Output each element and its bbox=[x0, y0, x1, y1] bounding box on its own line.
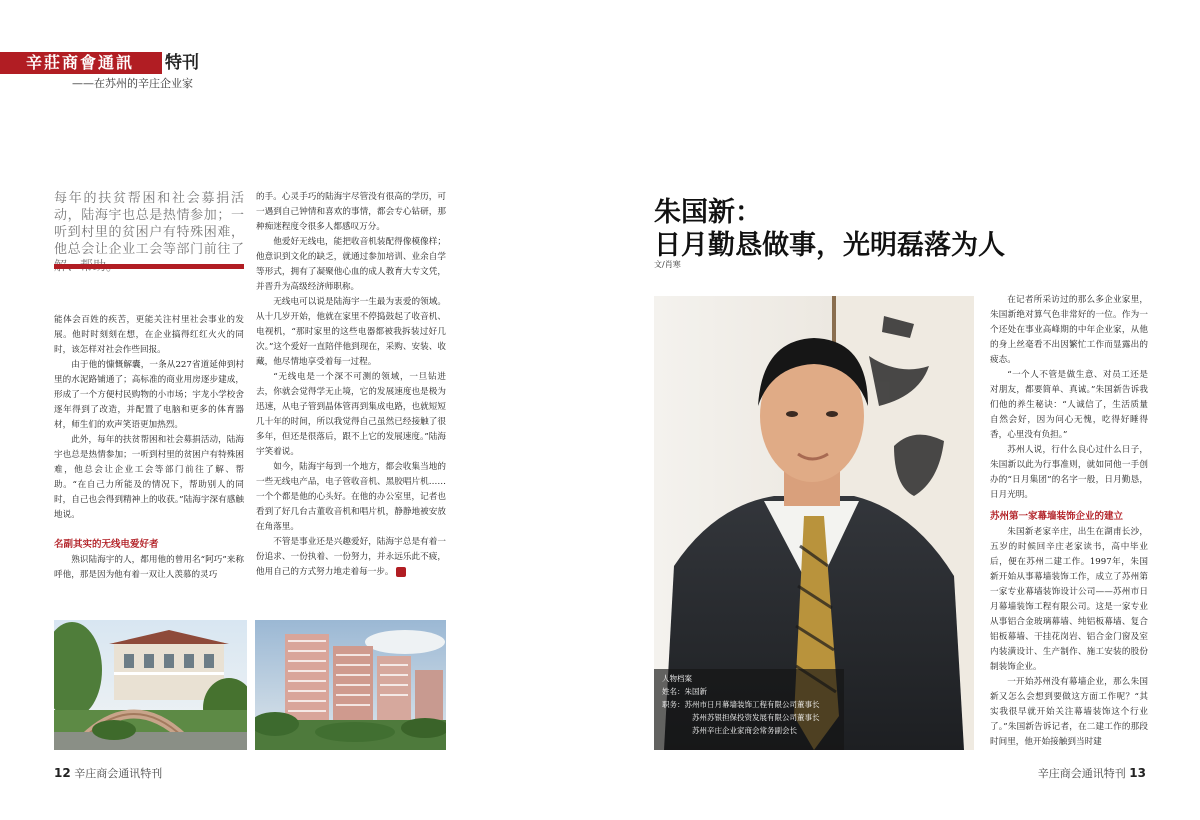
paragraph: 如今，陆海宇每到一个地方，都会收集当地的一些无线电产品，电子管收音机、黑胶唱片机……一个个都是他的心头好。在他的办公室里，记者也看到了好几台古董收音机和唱片机，静静地被安放在角落里。 bbox=[256, 462, 446, 532]
end-mark-icon bbox=[396, 567, 406, 577]
folio-title: 辛庄商会通讯特刊 bbox=[1037, 767, 1126, 780]
paragraph: 的手。心灵手巧的陆海宇尽管没有很高的学历，可一遇到自己钟情和喜欢的事情，都会专心钻研，那种痴迷程度令很多人都感叹万分。 bbox=[256, 192, 446, 232]
paragraph: 苏州人说，行什么良心过什么日子，朱国新以此为行事准则，就如同他一手创办的“日月集团”的名字一般，日月勤恳，日月光明。 bbox=[990, 445, 1148, 500]
article-column-1 bbox=[54, 313, 244, 583]
article-column-3 bbox=[990, 293, 1148, 750]
paragraph-final bbox=[256, 535, 446, 580]
pull-quote: 每年的扶贫帮困和社会募捐活动，陆海宇也总是热情参加；一听到村里的贫困户有特殊困难，他总会让企业工会等部门前往了 bbox=[54, 191, 244, 257]
paragraph: 此外，每年的扶贫帮困和社会募捐活动，陆海宇也总是热情参加；一听到村里的贫困户有特殊困难，他总会让企业工会等部门前往了解、帮助。“在自己力所能及的情况下，帮助别人的同时，自己也会得到精神上的收获。”陆海宇深有感触地说。 bbox=[54, 435, 244, 520]
profile-role-row bbox=[662, 698, 836, 711]
profile-name: 朱国新 bbox=[684, 687, 707, 696]
article-column-2 bbox=[256, 190, 446, 580]
residential-towers-photo bbox=[255, 620, 446, 750]
paragraph: 一开始苏州没有幕墙企业，那么朱国新又怎么会想到要做这方面工作呢？“其实我很早就开始关注幕墙装饰这个行业了。”朱国新告诉记者，在二建工作的那段时间里，他开始接触到当时建 bbox=[990, 677, 1148, 747]
article-headline bbox=[654, 196, 1005, 262]
folio-title: 辛庄商会通讯特刊 bbox=[74, 767, 163, 780]
paragraph: 由于他的慷慨解囊，一条从227省道延伸到村里的水泥路铺通了；高标准的商业用房逐步建成，形成了一个方便村民购物的小市场；宇龙小学校舍逐年得到了改造，并配置了电脑和更多的体育器材，师生们的欢声笑语更加热烈。 bbox=[54, 360, 244, 430]
headline-line-1: 朱国新： bbox=[654, 197, 762, 228]
masthead bbox=[0, 52, 200, 74]
villa-garden-photo bbox=[54, 620, 247, 750]
profile-heading: 人物档案 bbox=[662, 674, 692, 683]
pull-quote-rule bbox=[54, 264, 244, 269]
page-number: 12 bbox=[54, 766, 71, 780]
profile-role: 苏州市日月幕墙装饰工程有限公司董事长 bbox=[684, 700, 820, 709]
paragraph: 他爱好无线电，能把收音机装配得像模像样；他意识到文化的缺乏，就通过参加培训、业余自学等形式，拥有了凝聚他心血的成人教育大专文凭，并晋升为高级经济师职称。 bbox=[256, 237, 446, 292]
profile-card bbox=[654, 669, 844, 750]
paragraph: “一个人不管是做生意、对员工还是对朋友，都要简单、真诚。”朱国新告诉我们他的养生秘诀：“人诚信了，生活质量自然会好，因为问心无愧，吃得好睡得香，心里没有负担。” bbox=[990, 370, 1148, 440]
paragraph: 朱国新老家辛庄，出生在湖甫长沙，五岁的时候回辛庄老家读书，高中毕业后，便在苏州二建工作。1997年，朱国新开始从事幕墙装饰工作，成立了苏州第一家专业幕墙装饰设计公司——苏州市日月幕墙装饰工程有限公司。这是一家专业从事铝合金玻璃幕墙、纯铝板幕墙、复合铝板幕墙、干挂花岗岩、铝合金门窗及室内装潢设计、生产制作、施工安装的股份制装饰企业。 bbox=[990, 527, 1148, 672]
profile-name-row bbox=[662, 685, 836, 698]
masthead-tag: 特刊 bbox=[165, 53, 199, 73]
page-folio-right bbox=[1038, 765, 1146, 781]
masthead-subtitle: ——在苏州的辛庄企业家 bbox=[72, 77, 193, 90]
paragraph: 能体会百姓的疾苦，更能关注村里社会事业的发展。他时时刻刻在想，在企业搞得红红火火的同时，该怎样对社会作些回报。 bbox=[54, 315, 244, 355]
page-folio-left bbox=[54, 765, 162, 781]
profile-role-label: 职务： bbox=[662, 700, 685, 709]
profile-role: 苏州苏银担保投资发展有限公司董事长 bbox=[692, 713, 820, 722]
section-subhead: 苏州第一家幕墙装饰企业的建立 bbox=[990, 511, 1124, 522]
headline-line-2: 日月勤恳做事，光明磊落为人 bbox=[654, 230, 1005, 261]
paragraph: 熟识陆海宇的人，都用他的曾用名“阿巧”来称呼他，那是因为他有着一双让人羡慕的灵巧 bbox=[54, 555, 244, 580]
paragraph: “无线电是一个深不可测的领域，一旦钻进去，你就会觉得学无止境，它的发展速度也是极为迅速，从电子管到晶体管再到集成电路，也就短短几十年的时间，所以我觉得自己虽然已经接触了很多年，但还是很落后，跟不上它的发展速度。”陆海宇笑着说。 bbox=[256, 372, 446, 457]
byline: 文/肖寒 bbox=[654, 260, 681, 269]
profile-name-label: 姓名： bbox=[662, 687, 685, 696]
paragraph: 在记者所采访过的那么多企业家里，朱国新绝对算气色非常好的一位。作为一个还处在事业高峰期的中年企业家，从他的身上丝毫看不出因繁忙工作而显露出的疲态。 bbox=[990, 295, 1148, 365]
profile-role: 苏州辛庄企业家商会常务副会长 bbox=[692, 726, 797, 735]
section-subhead: 名副其实的无线电爱好者 bbox=[54, 539, 159, 550]
masthead-title: 辛莊商會通訊 bbox=[0, 52, 162, 74]
paragraph-text: 不管是事业还是兴趣爱好，陆海宇总是有着一份追求、一份执着、一份努力，并永远乐此不疲，他用自己的方式努力地走着每一步。 bbox=[256, 537, 446, 577]
paragraph: 无线电可以说是陆海宇一生最为衷爱的领域。从十几岁开始，他就在家里不停捣鼓起了收音机、电视机，“那时家里的这些电器都被我拆装过好几次。”这个爱好一直陪伴他到现在，采购、安装、收藏，他尽情地享受着每一过程。 bbox=[256, 297, 446, 367]
page-number: 13 bbox=[1129, 766, 1146, 780]
